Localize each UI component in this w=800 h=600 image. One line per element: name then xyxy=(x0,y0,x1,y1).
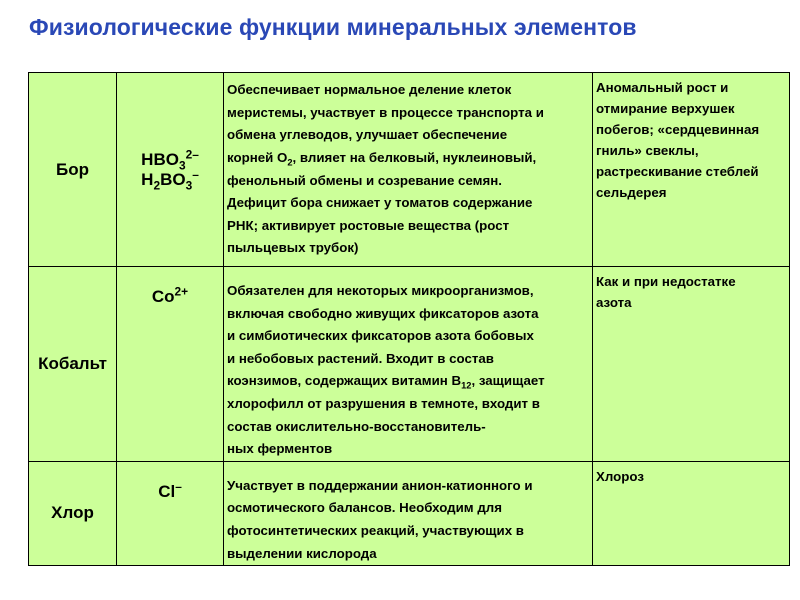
element-name-chlorine: Хлор xyxy=(29,461,117,565)
element-name-boron: Бор xyxy=(29,73,117,267)
ion-formula-chlorine: Cl– xyxy=(117,461,224,565)
mineral-functions-table xyxy=(28,72,790,566)
function-text-chlorine: Участвует в поддержании анион-катионного и осмотического балансов. Необходим для фотосинтетических реакций, участвующих в выделении кислорода xyxy=(224,461,593,565)
function-text-cobalt: Обязателен для некоторых микроорганизмов, включая свободно живущих фиксаторов азота и симбиотических фиксаторов азота бобовых и небобовых растений. Входит в состав коэнзимов, содержащих витамин $B_{12}$, защищает хлорофилл от разрушения в темноте, входит в состав окислительно-восстановитель- ных ферментов xyxy=(224,267,593,462)
table-row-cobalt xyxy=(29,267,790,462)
formula-hbo3: $HBO_3^{2-}$ xyxy=(141,146,199,172)
function-text-boron: Обеспечивает нормальное деление клеток меристемы, участвует в процессе транспорта и обмена углеводов, улучшает обеспечение корней $O_2$, влияет на белковый, нуклеиновый, фенольный обмены и созревание семян. Дефицит бора снижает у томатов содержание РНК; активирует ростовые вещества (рост пыльцевых трубок) xyxy=(224,73,593,267)
table-row-boron xyxy=(29,73,790,267)
deficiency-text-boron: Аномальный рост и отмирание верхушек побегов; «сердцевинная гниль» свеклы, растрескивание стеблей сельдерея xyxy=(593,73,790,267)
ion-formula-cobalt: $Co^{2+}$ xyxy=(117,267,224,462)
element-name-cobalt: Кобальт xyxy=(29,267,117,462)
page-title: Физиологические функции минеральных элементов xyxy=(29,14,637,40)
deficiency-text-chlorine: Хлороз xyxy=(593,461,790,565)
formula-h2bo3: $H_2BO_3^-$ xyxy=(141,166,199,192)
table-row-chlorine xyxy=(29,461,790,565)
ion-formula-boron xyxy=(117,73,224,267)
deficiency-text-cobalt: Как и при недостатке азота xyxy=(593,267,790,462)
